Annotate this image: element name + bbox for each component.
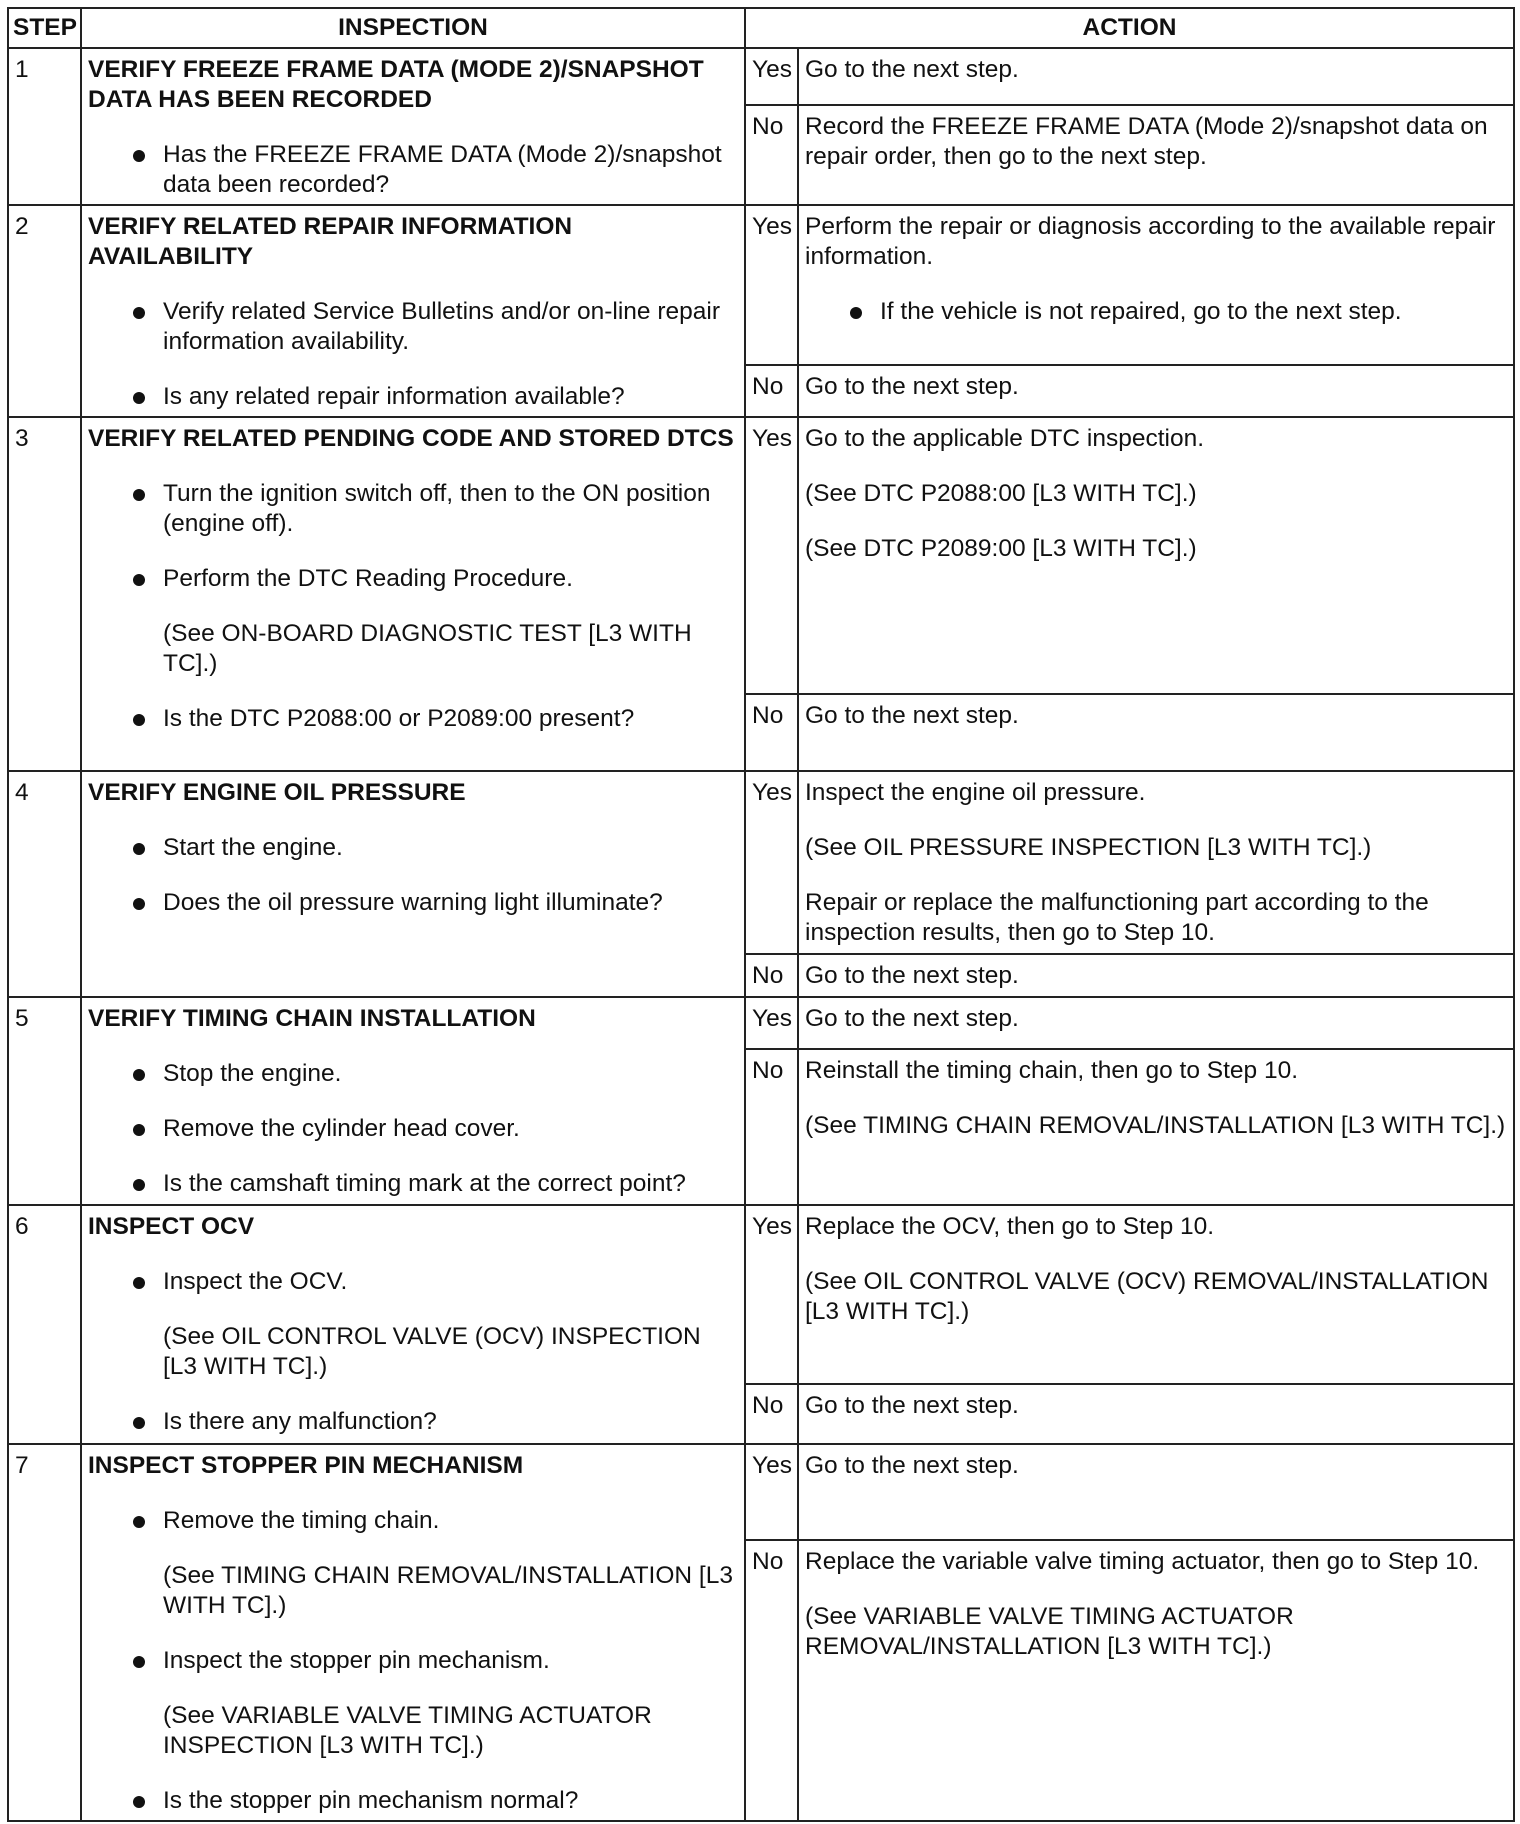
- action-bullet: If the vehicle is not repaired, go to the next step.: [805, 297, 1507, 327]
- step-inspection: [81, 205, 745, 417]
- step-number: 3: [8, 417, 81, 771]
- step-inspection: [81, 417, 745, 771]
- inspection-reference: (See ON-BOARD DIAGNOSTIC TEST [L3 WITH TC].): [163, 620, 692, 677]
- step-number: 6: [8, 1205, 81, 1444]
- action-reference: (See DTC P2089:00 [L3 WITH TC].): [805, 535, 1197, 562]
- no-action: [798, 105, 1514, 205]
- no-action: [798, 694, 1514, 771]
- yes-action: [798, 417, 1514, 694]
- action-reference: (See TIMING CHAIN REMOVAL/INSTALLATION [L3 WITH TC].): [805, 1112, 1506, 1139]
- no-action: [798, 365, 1514, 417]
- step-5-yes-row: [8, 997, 1514, 1049]
- step-1-yes-row: [8, 48, 1514, 105]
- inspection-reference: (See TIMING CHAIN REMOVAL/INSTALLATION [L3 WITH TC].): [163, 1562, 733, 1619]
- inspection-bullet: Is the stopper pin mechanism normal?: [88, 1786, 738, 1816]
- action-text: Replace the OCV, then go to Step 10.: [805, 1213, 1215, 1240]
- step-title: VERIFY FREEZE FRAME DATA (MODE 2)/SNAPSHOT DATA HAS BEEN RECORDED: [88, 56, 704, 113]
- inspection-bullet: Inspect the OCV.: [88, 1267, 738, 1297]
- step-inspection: [81, 1205, 745, 1444]
- action-reference: (See OIL CONTROL VALVE (OCV) REMOVAL/INSTALLATION [L3 WITH TC].): [805, 1268, 1489, 1325]
- no-label: No: [745, 365, 798, 417]
- step-6-yes-row: [8, 1205, 1514, 1384]
- inspection-reference: (See VARIABLE VALVE TIMING ACTUATOR INSPECTION [L3 WITH TC].): [163, 1702, 652, 1759]
- step-number: 4: [8, 771, 81, 997]
- inspection-bullet: Is the DTC P2088:00 or P2089:00 present?: [88, 704, 738, 734]
- yes-label: Yes: [745, 48, 798, 105]
- inspection-bullet: Perform the DTC Reading Procedure.: [88, 564, 738, 594]
- inspection-bullet: Is there any malfunction?: [88, 1407, 738, 1437]
- yes-label: Yes: [745, 1205, 798, 1384]
- no-label: No: [745, 105, 798, 205]
- no-action: [798, 1540, 1514, 1821]
- action-reference: (See VARIABLE VALVE TIMING ACTUATOR REMOVAL/INSTALLATION [L3 WITH TC].): [805, 1603, 1294, 1661]
- action-text: Go to the next step.: [805, 1005, 1019, 1032]
- step-3-yes-row: [8, 417, 1514, 694]
- action-text: Go to the next step.: [805, 56, 1019, 83]
- yes-action: [798, 205, 1514, 365]
- yes-label: Yes: [745, 205, 798, 365]
- yes-action: [798, 997, 1514, 1049]
- inspection-bullet: Verify related Service Bulletins and/or on-line repair information availability.: [88, 297, 738, 357]
- yes-label: Yes: [745, 417, 798, 694]
- yes-label: Yes: [745, 997, 798, 1049]
- step-title: VERIFY RELATED REPAIR INFORMATION AVAILABILITY: [88, 213, 573, 270]
- action-text: Go to the next step.: [805, 1392, 1019, 1419]
- inspection-bullet: Is the camshaft timing mark at the correct point?: [88, 1169, 738, 1199]
- inspection-bullet: Does the oil pressure warning light illuminate?: [88, 888, 738, 918]
- yes-action: [798, 1444, 1514, 1540]
- inspection-bullet: Has the FREEZE FRAME DATA (Mode 2)/snapshot data been recorded?: [88, 140, 738, 200]
- step-number: 1: [8, 48, 81, 205]
- step-inspection: [81, 48, 745, 205]
- action-text: Perform the repair or diagnosis according to the available repair information.: [805, 213, 1496, 270]
- action-text: Go to the next step.: [805, 962, 1019, 989]
- no-action: [798, 1384, 1514, 1444]
- step-inspection: [81, 771, 745, 997]
- step-title: INSPECT OCV: [88, 1213, 255, 1240]
- no-label: No: [745, 954, 798, 997]
- no-action: [798, 1049, 1514, 1205]
- action-text: Record the FREEZE FRAME DATA (Mode 2)/snapshot data on repair order, then go to the next step.: [805, 113, 1488, 171]
- step-4-yes-row: [8, 771, 1514, 954]
- action-reference: (See OIL PRESSURE INSPECTION [L3 WITH TC].): [805, 834, 1372, 861]
- step-number: 7: [8, 1444, 81, 1821]
- step-inspection: [81, 1444, 745, 1821]
- action-text: Inspect the engine oil pressure.: [805, 779, 1146, 806]
- yes-label: Yes: [745, 771, 798, 954]
- yes-action: [798, 48, 1514, 105]
- action-text: Reinstall the timing chain, then go to Step 10.: [805, 1057, 1299, 1084]
- step-title: VERIFY RELATED PENDING CODE AND STORED DTCS: [88, 425, 734, 452]
- action-text: Go to the next step.: [805, 1452, 1019, 1479]
- step-title: INSPECT STOPPER PIN MECHANISM: [88, 1452, 524, 1479]
- no-label: No: [745, 1384, 798, 1444]
- step-number: 2: [8, 205, 81, 417]
- inspection-bullet: Start the engine.: [88, 833, 738, 863]
- action-text: Go to the applicable DTC inspection.: [805, 425, 1205, 452]
- action-text: Repair or replace the malfunctioning part according to the inspection results, then go to Step 10.: [805, 889, 1429, 946]
- step-number: 5: [8, 997, 81, 1205]
- action-text: Go to the next step.: [805, 702, 1019, 729]
- step-title: VERIFY TIMING CHAIN INSTALLATION: [88, 1005, 536, 1032]
- step-7-yes-row: [8, 1444, 1514, 1540]
- yes-action: [798, 1205, 1514, 1384]
- inspection-reference: (See OIL CONTROL VALVE (OCV) INSPECTION [L3 WITH TC].): [163, 1323, 701, 1380]
- step-2-yes-row: [8, 205, 1514, 365]
- diagnostic-procedure-table: [7, 7, 1515, 1822]
- inspection-bullet: Is any related repair information available?: [88, 382, 738, 412]
- yes-action: [798, 771, 1514, 954]
- no-label: No: [745, 1049, 798, 1205]
- no-action: [798, 954, 1514, 997]
- step-inspection: [81, 997, 745, 1205]
- step-column-header: STEP: [8, 8, 81, 48]
- no-label: No: [745, 694, 798, 771]
- yes-label: Yes: [745, 1444, 798, 1540]
- action-column-header: ACTION: [745, 8, 1514, 48]
- action-reference: (See DTC P2088:00 [L3 WITH TC].): [805, 480, 1197, 507]
- inspection-bullet: Inspect the stopper pin mechanism.: [88, 1646, 738, 1676]
- inspection-bullet: Stop the engine.: [88, 1059, 738, 1089]
- action-text: Go to the next step.: [805, 372, 1019, 400]
- inspection-column-header: INSPECTION: [81, 8, 745, 48]
- inspection-bullet: Remove the cylinder head cover.: [88, 1114, 738, 1144]
- inspection-bullet: Turn the ignition switch off, then to the ON position (engine off).: [88, 479, 738, 539]
- action-text: Replace the variable valve timing actuator, then go to Step 10.: [805, 1548, 1480, 1576]
- inspection-bullet: Remove the timing chain.: [88, 1506, 738, 1536]
- no-label: No: [745, 1540, 798, 1821]
- step-title: VERIFY ENGINE OIL PRESSURE: [88, 779, 466, 806]
- header-row: [8, 8, 1514, 48]
